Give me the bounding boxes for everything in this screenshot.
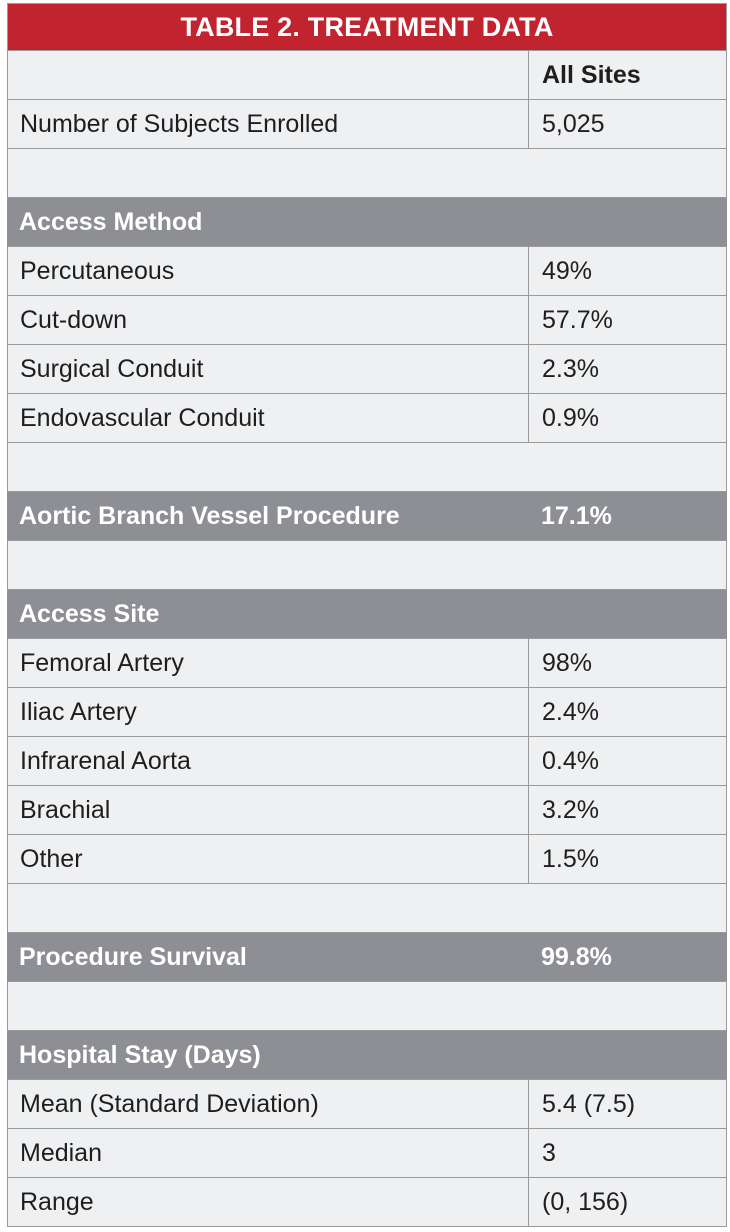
row-label: Percutaneous [8,247,529,295]
row-value: 0.4% [542,746,599,775]
row-value [528,590,727,638]
row-value: 98% [542,648,593,677]
spacer-row [7,149,727,198]
table-row [7,1178,727,1227]
row-value [528,198,727,246]
section-row [7,198,727,247]
table-row [7,835,727,884]
row-value: 3 [542,1138,556,1167]
row-label: Number of Subjects Enrolled [8,100,529,148]
row-label: Brachial [8,786,529,834]
table-row [7,1129,727,1178]
table-row [7,688,727,737]
table-row [7,786,727,835]
row-label: Access Site [19,599,160,628]
row-value: 5,025 [542,109,605,138]
row-value: 2.3% [542,354,599,383]
row-value: 2.4% [542,697,599,726]
row-label: Procedure Survival [19,942,247,971]
row-value: 99.8% [541,942,612,971]
table-row [7,1080,727,1129]
table-row [7,247,727,296]
table-row [7,296,727,345]
row-label: Range [8,1178,529,1226]
table-row [7,394,727,443]
row-label: Infrarenal Aorta [8,737,529,785]
column-header-row [7,51,727,100]
row-value: 5.4 (7.5) [542,1089,636,1118]
row-value: 3.2% [542,795,599,824]
row-value: 0.9% [542,403,599,432]
row-label: Femoral Artery [8,639,529,687]
spacer-row [7,884,727,933]
row-value: 57.7% [542,305,613,334]
row-label: Other [8,835,529,883]
table-body [7,51,727,1227]
row-label: Surgical Conduit [8,345,529,393]
treatment-table [7,3,727,1227]
row-label: Cut-down [8,296,529,344]
row-value: 49% [542,256,593,285]
row-value: 17.1% [541,501,612,530]
section-row [7,590,727,639]
spacer-row [7,541,727,590]
section-row [7,1031,727,1080]
section-row [7,492,727,541]
spacer-row [7,443,727,492]
row-label: Median [8,1129,529,1177]
spacer-row [7,982,727,1031]
row-label: Aortic Branch Vessel Procedure [19,501,400,530]
row-label: Iliac Artery [8,688,529,736]
table-row [7,737,727,786]
row-label: Endovascular Conduit [8,394,529,442]
section-row [7,933,727,982]
row-label: Hospital Stay (Days) [19,1040,261,1069]
row-value: (0, 156) [542,1187,629,1216]
row-label: Mean (Standard Deviation) [8,1080,529,1128]
row-value [528,1031,727,1079]
row-label: Access Method [19,207,203,236]
table-title: TABLE 2. TREATMENT DATA [7,3,727,51]
column-header-all-sites: All Sites [542,60,641,89]
table-row [7,345,727,394]
row-value: 1.5% [542,844,599,873]
column-header-empty [8,51,529,99]
table-row [7,100,727,149]
table-row [7,639,727,688]
